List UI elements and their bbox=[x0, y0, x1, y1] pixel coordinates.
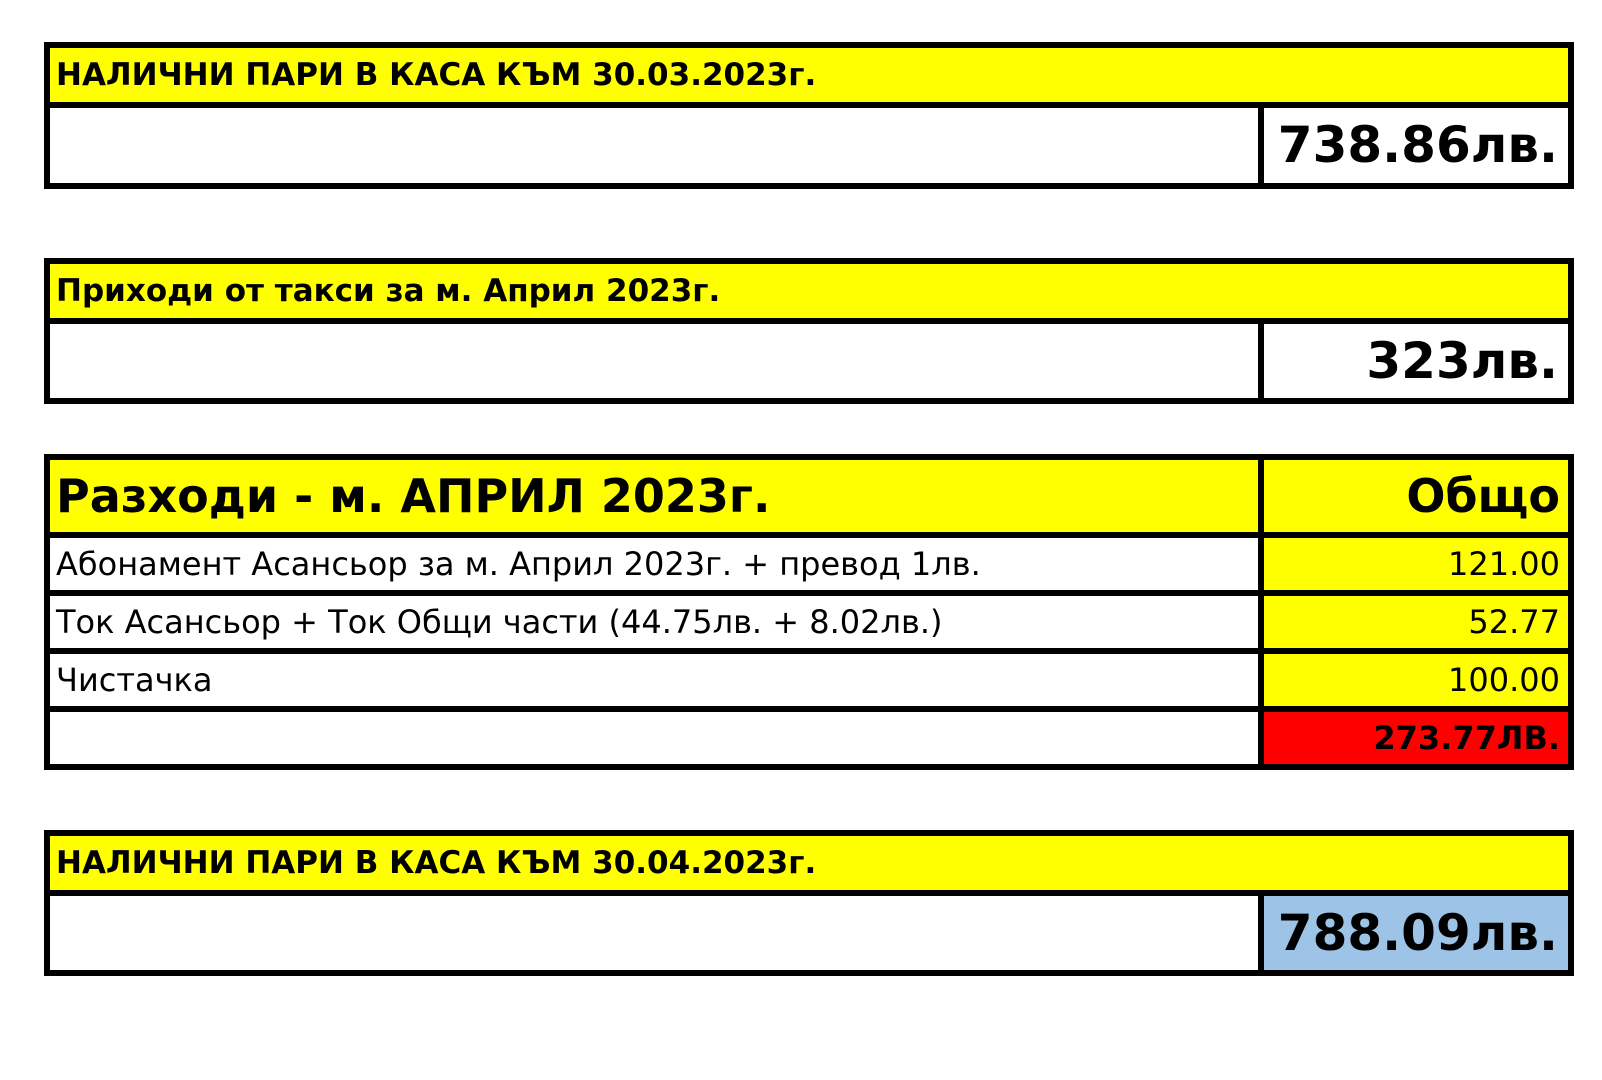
expense-label: Ток Асансьор + Ток Общи части (44.75лв. + 8.02лв.) bbox=[50, 596, 1258, 648]
opening-cash-amount: 738.86лв. bbox=[1264, 108, 1568, 183]
blank-cell bbox=[50, 896, 1258, 970]
expenses-title: Разходи - м. АПРИЛ 2023г. bbox=[50, 460, 1258, 532]
income-row bbox=[50, 324, 1568, 398]
expense-label: Абонамент Асансьор за м. Април 2023г. + превод 1лв. bbox=[50, 538, 1258, 590]
expense-label: Чистачка bbox=[50, 654, 1258, 706]
opening-cash-title: НАЛИЧНИ ПАРИ В КАСА КЪМ 30.03.2023г. bbox=[50, 48, 1568, 102]
opening-cash-row bbox=[50, 108, 1568, 183]
blank-cell bbox=[50, 324, 1258, 398]
income-table bbox=[44, 258, 1574, 404]
closing-cash-title: НАЛИЧНИ ПАРИ В КАСА КЪМ 30.04.2023г. bbox=[50, 836, 1568, 890]
closing-cash-row bbox=[50, 896, 1568, 970]
expense-row bbox=[50, 538, 1568, 590]
expenses-total: 273.77ЛВ. bbox=[1264, 712, 1568, 764]
closing-cash-table bbox=[44, 830, 1574, 976]
closing-cash-amount: 788.09лв. bbox=[1264, 896, 1568, 970]
expense-row bbox=[50, 596, 1568, 648]
expenses-table bbox=[44, 454, 1574, 770]
expense-amount: 52.77 bbox=[1264, 596, 1568, 648]
expenses-total-header: Общо bbox=[1264, 460, 1568, 532]
expense-amount: 100.00 bbox=[1264, 654, 1568, 706]
blank-cell bbox=[50, 108, 1258, 183]
opening-cash-table bbox=[44, 42, 1574, 189]
expense-amount: 121.00 bbox=[1264, 538, 1568, 590]
blank-cell bbox=[50, 712, 1258, 764]
income-amount: 323лв. bbox=[1264, 324, 1568, 398]
expenses-total-row bbox=[50, 712, 1568, 764]
expense-row bbox=[50, 654, 1568, 706]
expenses-header-row bbox=[50, 460, 1568, 532]
income-title: Приходи от такси за м. Април 2023г. bbox=[50, 264, 1568, 318]
